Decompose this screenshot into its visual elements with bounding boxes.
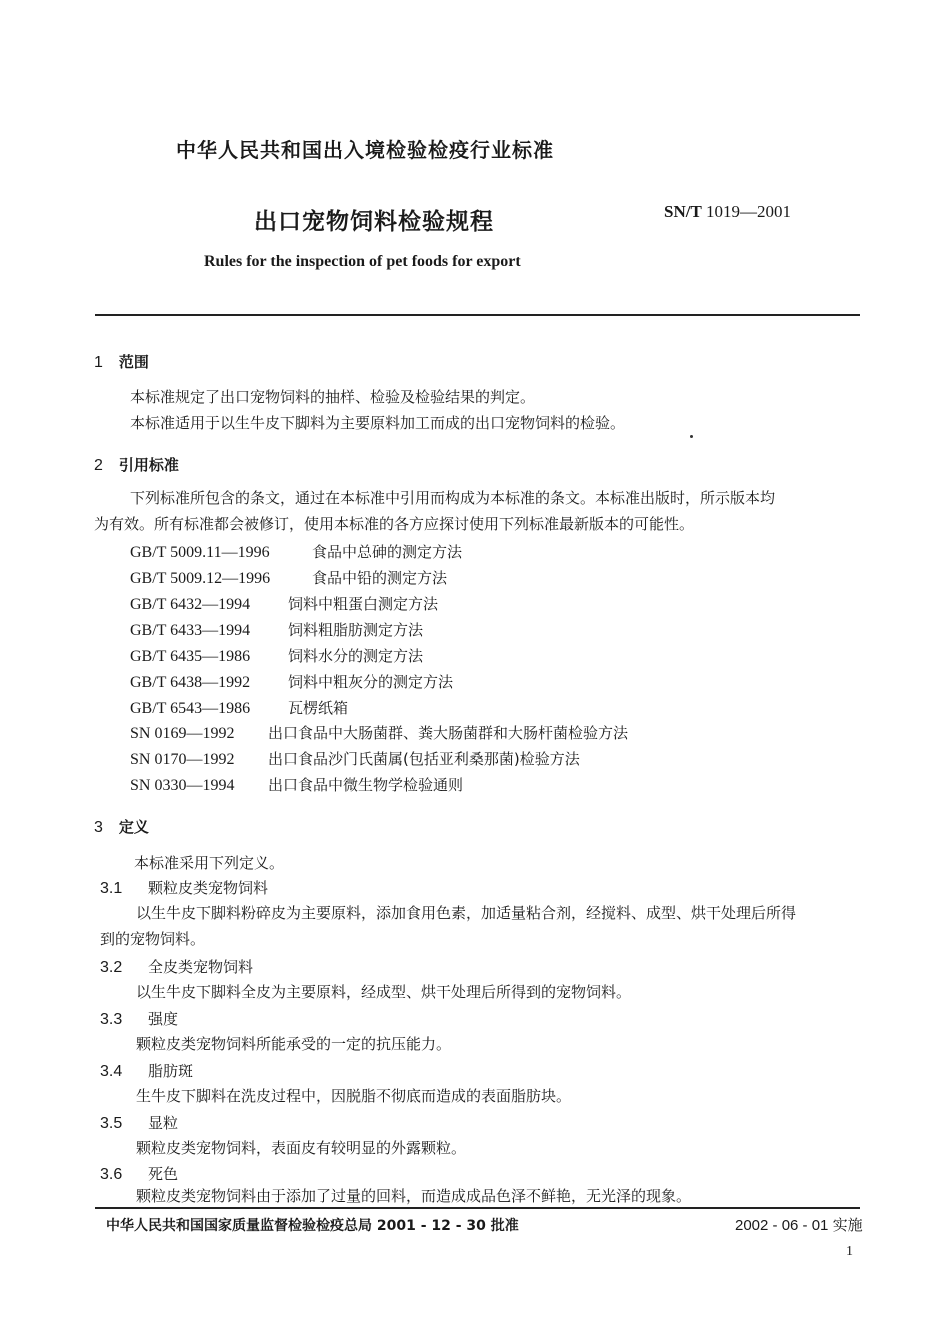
definition-heading: [100, 1008, 178, 1029]
reference-name: 食品中铅的测定方法: [312, 569, 448, 587]
reference-code: GB/T 5009.12—1996: [130, 570, 271, 587]
definition-heading: [100, 1112, 178, 1133]
definition-term: 显粒: [148, 1114, 179, 1132]
definition-text-continued: 到的宠物饲料。: [100, 930, 206, 948]
reference-name: 食品中总砷的测定方法: [312, 543, 463, 561]
definition-term: 颗粒皮类宠物饲料: [148, 879, 269, 897]
reference-item: [130, 619, 423, 640]
page-number: 1: [846, 1244, 853, 1259]
approval-line: 中华人民共和国国家质量监督检验检疫总局 2001 - 12 - 30 批准: [106, 1218, 519, 1234]
section-number: 1: [94, 354, 103, 371]
reference-item: [130, 697, 348, 718]
stray-dot: [690, 435, 693, 438]
definition-text: 以生牛皮下脚料粉碎皮为主要原料，添加食用色素，加适量粘合剂，经搅料、成型、烘干处理后所得: [136, 904, 797, 922]
section-number: 2: [94, 457, 103, 474]
reference-code: GB/T 6432—1994: [130, 596, 251, 613]
reference-code: SN 0330—1994: [130, 777, 235, 794]
header-divider: [95, 314, 860, 316]
section-title: 范围: [118, 353, 149, 371]
reference-name: 饲料中粗蛋白测定方法: [288, 595, 439, 613]
reference-code: GB/T 6435—1986: [130, 648, 251, 665]
definition-text: 以生牛皮下脚料全皮为主要原料，经成型、烘干处理后所得到的宠物饲料。: [136, 983, 632, 1001]
definition-text: 颗粒皮类宠物饲料，表面皮有较明显的外露颗粒。: [136, 1139, 467, 1157]
section-2-para-line-1: 下列标准所包含的条文，通过在本标准中引用而构成为本标准的条文。本标准出版时，所示版本均: [130, 489, 776, 507]
definition-number: 3.4: [100, 1063, 123, 1080]
standard-code-prefix: SN/T: [664, 202, 702, 221]
issuing-organization: 中华人民共和国出入境检验检疫行业标准: [176, 138, 554, 162]
reference-code: GB/T 5009.11—1996: [130, 544, 270, 561]
implementation-date: 2002 - 06 - 01 实施: [735, 1217, 863, 1234]
section-1-heading: [94, 351, 149, 372]
document-title: 出口宠物饲料检验规程: [254, 209, 494, 235]
section-title: 引用标准: [118, 456, 179, 474]
reference-item: [130, 774, 463, 795]
definition-heading: [100, 956, 253, 977]
reference-code: GB/T 6543—1986: [130, 700, 251, 717]
standard-code-number: 1019—2001: [706, 202, 792, 221]
reference-item: [130, 593, 438, 614]
section-1-para-1: 本标准规定了出口宠物饲料的抽样、检验及检验结果的判定。: [130, 388, 536, 406]
reference-item: [130, 748, 580, 769]
definition-text: 生牛皮下脚料在洗皮过程中，因脱脂不彻底而造成的表面脂肪块。: [136, 1087, 572, 1105]
reference-name: 出口食品中微生物学检验通则: [268, 776, 464, 794]
definition-number: 3.1: [100, 880, 123, 897]
definition-number: 3.2: [100, 959, 123, 976]
reference-name: 瓦楞纸箱: [288, 699, 349, 717]
definition-heading: [100, 1163, 178, 1184]
section-title: 定义: [118, 818, 149, 836]
reference-item: [130, 541, 462, 562]
reference-name: 饲料中粗灰分的测定方法: [288, 673, 454, 691]
definition-number: 3.6: [100, 1166, 123, 1183]
definition-heading: [100, 877, 268, 898]
reference-item: [130, 645, 423, 666]
reference-item: [130, 722, 628, 743]
reference-name: 出口食品中大肠菌群、粪大肠菌群和大肠杆菌检验方法: [268, 724, 629, 742]
english-title: Rules for the inspection of pet foods for export: [204, 253, 521, 270]
definition-number: 3.3: [100, 1011, 123, 1028]
definition-term: 强度: [148, 1010, 179, 1028]
section-1-para-2: 本标准适用于以生牛皮下脚料为主要原料加工而成的出口宠物饲料的检验。: [130, 414, 626, 432]
definition-heading: [100, 1060, 193, 1081]
section-2-para-line-2: 为有效。所有标准都会被修订，使用本标准的各方应探讨使用下列标准最新版本的可能性。: [94, 515, 695, 533]
definition-term: 死色: [148, 1165, 179, 1183]
section-3-heading: [94, 816, 149, 837]
definition-text: 颗粒皮类宠物饲料所能承受的一定的抗压能力。: [136, 1035, 452, 1053]
reference-code: GB/T 6433—1994: [130, 622, 251, 639]
definition-number: 3.5: [100, 1115, 123, 1132]
reference-code: SN 0169—1992: [130, 725, 235, 742]
reference-name: 出口食品沙门氏菌属(包括亚利桑那菌)检验方法: [268, 750, 580, 768]
footer-divider: [95, 1207, 860, 1209]
definition-term: 全皮类宠物饲料: [148, 958, 254, 976]
reference-code: SN 0170—1992: [130, 751, 235, 768]
section-3-intro: 本标准采用下列定义。: [134, 854, 285, 872]
reference-code: GB/T 6438—1992: [130, 674, 251, 691]
definition-text: 颗粒皮类宠物饲料由于添加了过量的回料，而造成成品色泽不鲜艳，无光泽的现象。: [136, 1187, 692, 1205]
reference-item: [130, 567, 447, 588]
reference-name: 饲料水分的测定方法: [288, 647, 424, 665]
standard-code: [664, 202, 791, 222]
section-2-heading: [94, 454, 179, 475]
definition-term: 脂肪斑: [148, 1062, 194, 1080]
section-number: 3: [94, 819, 103, 836]
reference-item: [130, 671, 453, 692]
reference-name: 饲料粗脂肪测定方法: [288, 621, 424, 639]
